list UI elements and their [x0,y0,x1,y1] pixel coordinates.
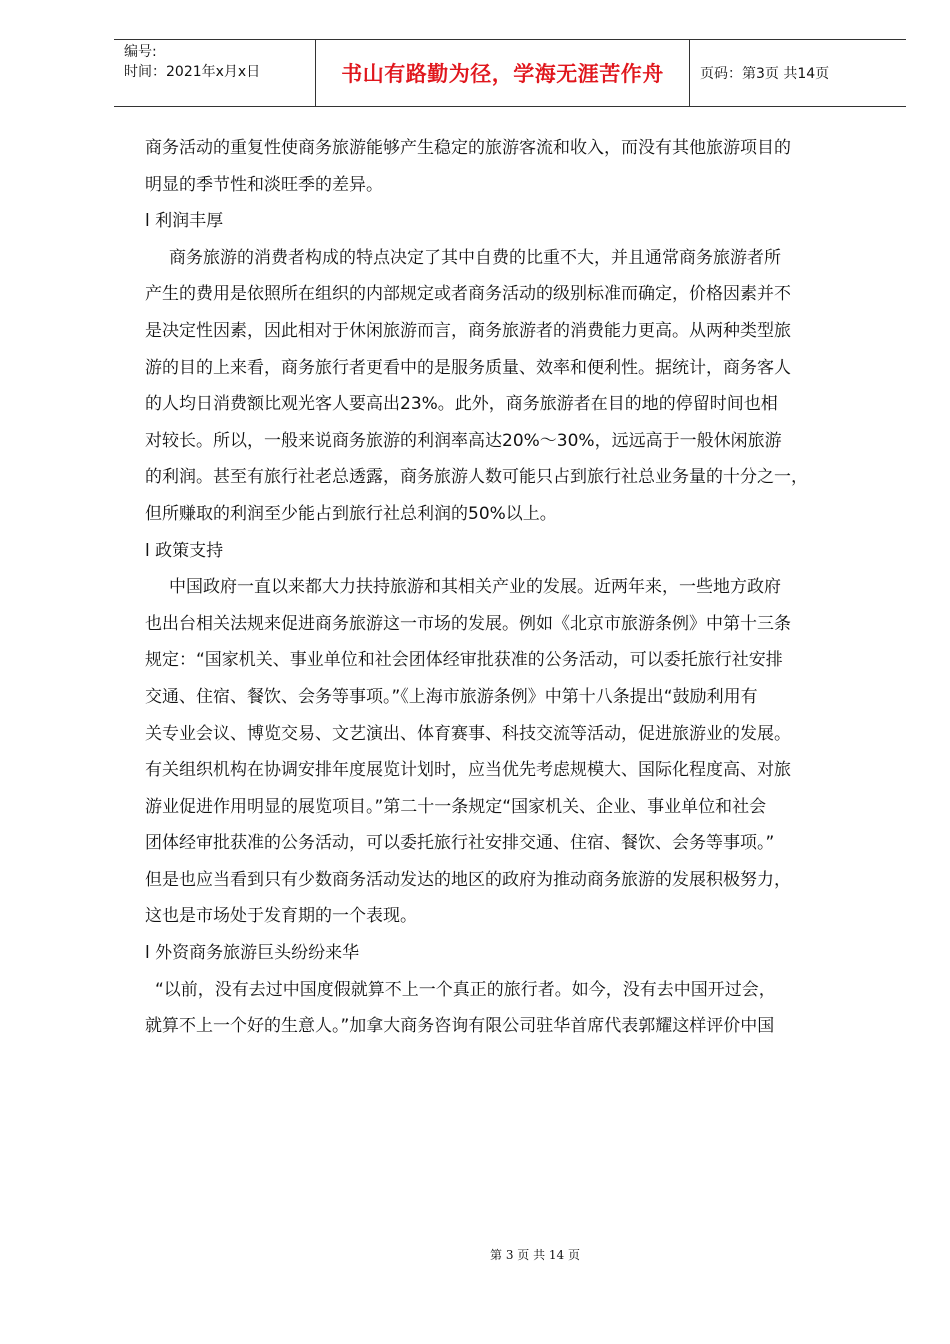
body-line: 游的目的上来看，商务旅行者更看中的是服务质量、效率和便利性。据统计，商务客人 [145,357,791,378]
body-line: 产生的费用是依照所在组织的内部规定或者商务活动的级别标准而确定，价格因素并不 [145,284,791,305]
page-footer: 第 3 页 共 14 页 [490,1248,580,1262]
body-line: 这也是市场处于发育期的一个表现。 [145,906,417,927]
body-line: 游业促进作用明显的展览项目。”第二十一条规定“国家机关、企业、事业单位和社会 [145,796,767,817]
section-heading-foreign: l 外资商务旅游巨头纷纷来华 [145,943,360,964]
body-line: “以前，没有去过中国度假就算不上一个真正的旅行者。如今，没有去中国开过会， [155,979,776,1000]
body-line: 中国政府一直以来都大力扶持旅游和其相关产业的发展。近两年来，一些地方政府 [169,577,781,598]
header-motto: 书山有路勤为径，学海无涯苦作舟 [316,40,690,106]
body-line: 规定：“国家机关、事业单位和社会团体经审批获准的公务活动，可以委托旅行社安排 [145,650,783,671]
body-line: 团体经审批获准的公务活动，可以委托旅行社安排交通、住宿、餐饮、会务等事项。” [145,833,775,854]
body-line: 就算不上一个好的生意人。”加拿大商务咨询有限公司驻华首席代表郭耀这样评价中国 [145,1016,775,1037]
body-line: 关专业会议、博览交易、文艺演出、体育赛事、科技交流等活动，促进旅游业的发展。 [145,723,791,744]
body-line: 商务旅游的消费者构成的特点决定了其中自费的比重不大，并且通常商务旅游者所 [169,247,781,268]
body-line: 的利润。甚至有旅行社老总透露，商务旅游人数可能只占到旅行社总业务量的十分之一， [145,467,808,488]
document-date: 时间：2021年x月x日 [124,64,261,80]
page-header [114,39,906,107]
body-line: 是决定性因素，因此相对于休闲旅游而言，商务旅游者的消费能力更高。从两种类型旅 [145,320,791,341]
body-line: 有关组织机构在协调安排年度展览计划时，应当优先考虑规模大、国际化程度高、对旅 [145,760,791,781]
section-heading-policy: l 政策支持 [145,540,224,561]
section-heading-profit: l 利润丰厚 [145,211,224,232]
header-meta [114,40,316,106]
body-line: 对较长。所以，一般来说商务旅游的利润率高达20%～30%，远远高于一般休闲旅游 [145,430,782,451]
document-number-label: 编号: [124,44,157,60]
body-line: 也出台相关法规来促进商务旅游这一市场的发展。例如《北京市旅游条例》中第十三条 [145,613,791,634]
body-line: 的人均日消费额比观光客人要高出23%。此外，商务旅游者在目的地的停留时间也相 [145,394,778,415]
document-body [145,130,875,1045]
body-line: 商务活动的重复性使商务旅游能够产生稳定的旅游客流和收入，而没有其他旅游项目的 [145,138,791,158]
body-line: 但所赚取的利润至少能占到旅行社总利润的50%以上。 [145,503,557,524]
body-line: 但是也应当看到只有少数商务活动发达的地区的政府为推动商务旅游的发展积极努力， [145,869,791,890]
header-page-info: 页码：第3页 共14页 [700,66,830,82]
body-line: 交通、住宿、餐饮、会务等事项。”《上海市旅游条例》中第十八条提出“鼓励利用有 [145,686,758,707]
body-line: 明显的季节性和淡旺季的差异。 [145,174,383,195]
